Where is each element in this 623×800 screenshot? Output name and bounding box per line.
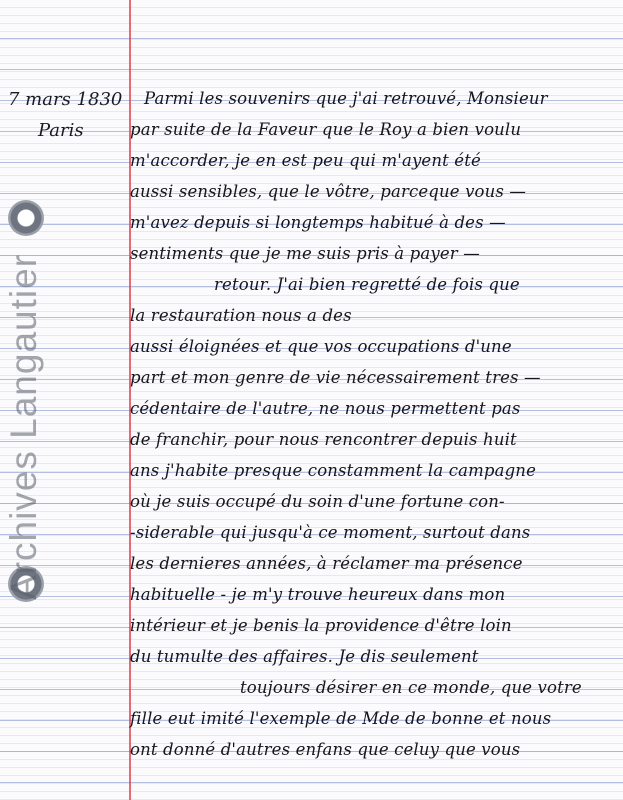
letter-line: où je suis occupé du soin d'une fortune con- xyxy=(130,492,505,511)
archives-watermark: Archives Langautier xyxy=(3,253,44,600)
letter-line: m'accorder, je en est peu qui m'ayent été xyxy=(130,151,481,170)
letter-body xyxy=(130,83,615,765)
letter-line: du tumulte des affaires. Je dis seulement xyxy=(130,647,479,666)
letter-line: toujours désirer en ce monde, que votre xyxy=(240,678,582,697)
letter-line: Parmi les souvenirs que j'ai retrouvé, Monsieur xyxy=(144,89,548,108)
letter-heading xyxy=(8,84,126,146)
letter-line: aussi sensibles, que le vôtre, parceque vous — xyxy=(130,182,527,201)
letter-line: intérieur et je benis la providence d'être loin xyxy=(130,616,512,635)
letter-line: aussi éloignées et que vos occupations d'une xyxy=(130,337,512,356)
letter-place: Paris xyxy=(38,120,84,141)
letter-line: ans j'habite presque constamment la campagne xyxy=(130,461,536,480)
letter-line: les dernieres années, à réclamer ma présence xyxy=(130,554,523,573)
letter-line: part et mon genre de vie nécessairement tres — xyxy=(130,368,541,387)
letter-line: la restauration nous a des xyxy=(130,306,352,325)
letter-line: -siderable qui jusqu'à ce moment, surtout dans xyxy=(130,523,531,542)
letter-line: retour. J'ai bien regretté de fois que xyxy=(214,275,520,294)
letter-line: cédentaire de l'autre, ne nous permettent pas xyxy=(130,399,521,418)
binder-hole-top xyxy=(8,200,44,236)
letter-line: sentiments que je me suis pris à payer — xyxy=(130,244,480,263)
letter-line: m'avez depuis si longtemps habitué à des — xyxy=(130,213,506,232)
letter-line: habituelle - je m'y trouve heureux dans mon xyxy=(130,585,506,604)
letter-line: par suite de la Faveur que le Roy a bien voulu xyxy=(130,120,522,139)
letter-line: de franchir, pour nous rencontrer depuis huit xyxy=(130,430,517,449)
letter-date: 7 mars 1830 xyxy=(8,89,123,110)
letter-line: fille eut imité l'exemple de Mde de bonne et nous xyxy=(130,709,552,728)
letter-line: ont donné d'autres enfans que celuy que vous xyxy=(130,740,521,759)
